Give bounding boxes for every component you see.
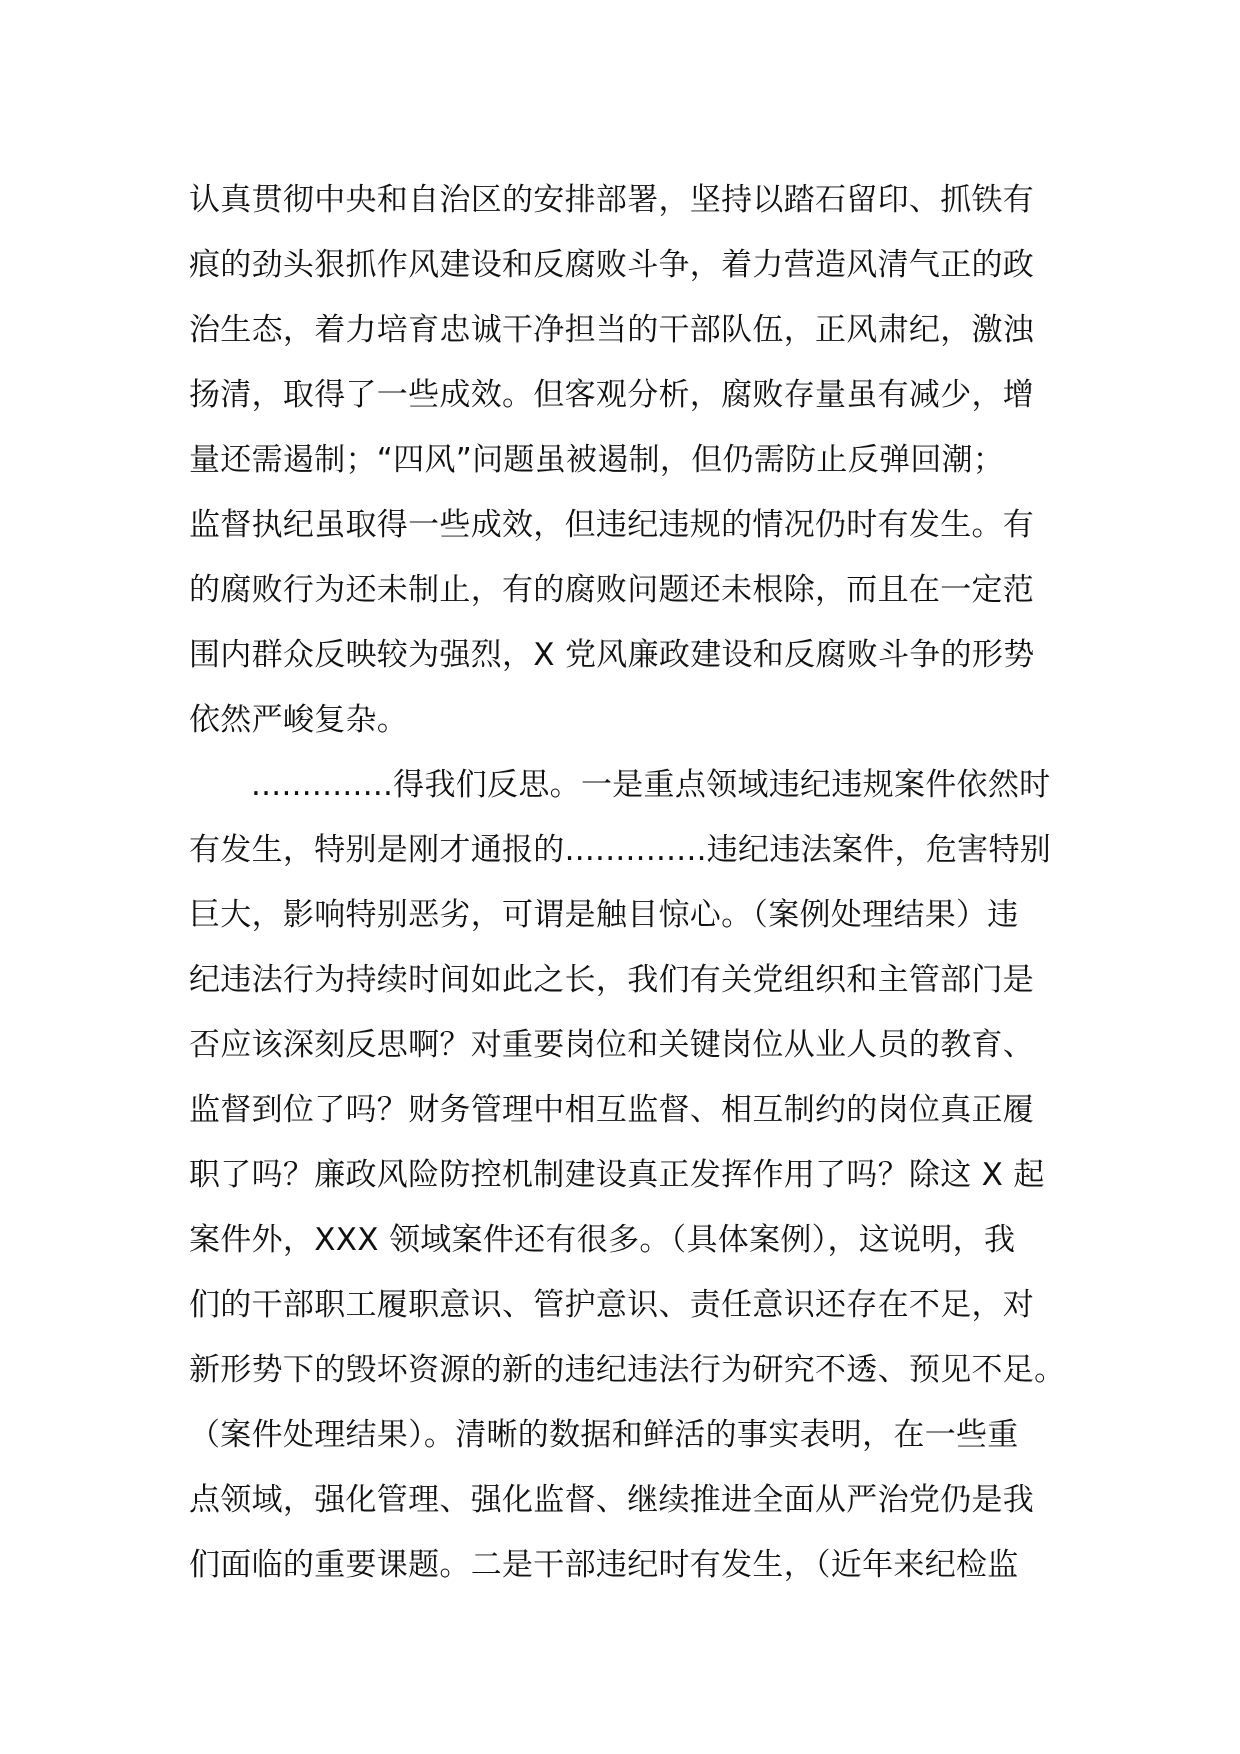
paragraph-1-line: 治生态，着力培育忠诚干净担当的干部队伍，正风肃纪，激浊 (189, 312, 1035, 348)
paragraph-2-first-line: ..............得我们反思。一是重点领域违纪违规案件依然时 (251, 767, 1051, 803)
document-body (189, 168, 1069, 1598)
paragraph-1-line: 扬清，取得了一些成效。但客观分析，腐败存量虽有减少，增 (189, 377, 1035, 413)
paragraph-2-line: 否应该深刻反思啊？对重要岗位和关键岗位从业人员的教育、 (189, 1027, 1035, 1063)
paragraph-2-line: （案件处理结果）。清晰的数据和鲜活的事实表明，在一些重 (189, 1417, 1019, 1453)
paragraph-2-line: 们面临的重要课题。二是干部违纪时有发生，（近年来纪检监 (189, 1547, 1019, 1583)
paragraph-1-line: 监督执纪虽取得一些成效，但违纪违规的情况仍时有发生。有 (189, 507, 1035, 543)
paragraph-2-line: 职了吗？廉政风险防控机制建设真正发挥作用了吗？除这 X 起 (189, 1157, 1045, 1193)
paragraph-1-line: 的腐败行为还未制止，有的腐败问题还未根除，而且在一定范 (189, 572, 1035, 608)
paragraph-2 (189, 753, 1069, 1598)
paragraph-1-line: 围内群众反映较为强烈，X 党风廉政建设和反腐败斗争的形势 (189, 637, 1035, 673)
paragraph-1-line: 量还需遏制；“四风”问题虽被遏制，但仍需防止反弹回潮； (189, 442, 1005, 478)
paragraph-2-line: 巨大，影响特别恶劣，可谓是触目惊心。（案例处理结果）违 (189, 897, 1019, 933)
paragraph-2-line: 新形势下的毁坏资源的新的违纪违法行为研究不透、预见不足。 (189, 1352, 1066, 1388)
paragraph-2-line: 点领域，强化管理、强化监督、继续推进全面从严治党仍是我 (189, 1482, 1035, 1518)
paragraph-2-line: 案件外，XXX 领域案件还有很多。（具体案例），这说明，我 (189, 1222, 1016, 1258)
paragraph-1-line: 依然严峻复杂。 (189, 702, 409, 738)
paragraph-1-line: 认真贯彻中央和自治区的安排部署，坚持以踏石留印、抓铁有 (189, 182, 1035, 218)
paragraph-2-line: 们的干部职工履职意识、管护意识、责任意识还存在不足，对 (189, 1287, 1035, 1323)
paragraph-1-line: 痕的劲头狠抓作风建设和反腐败斗争，着力营造风清气正的政 (189, 247, 1035, 283)
paragraph-1 (189, 168, 1069, 753)
paragraph-2-line: 监督到位了吗？财务管理中相互监督、相互制约的岗位真正履 (189, 1092, 1035, 1128)
paragraph-2-line: 纪违法行为持续时间如此之长，我们有关党组织和主管部门是 (189, 962, 1035, 998)
paragraph-2-line: 有发生，特别是刚才通报的..............违纪违法案件，危害特别 (189, 832, 1052, 868)
